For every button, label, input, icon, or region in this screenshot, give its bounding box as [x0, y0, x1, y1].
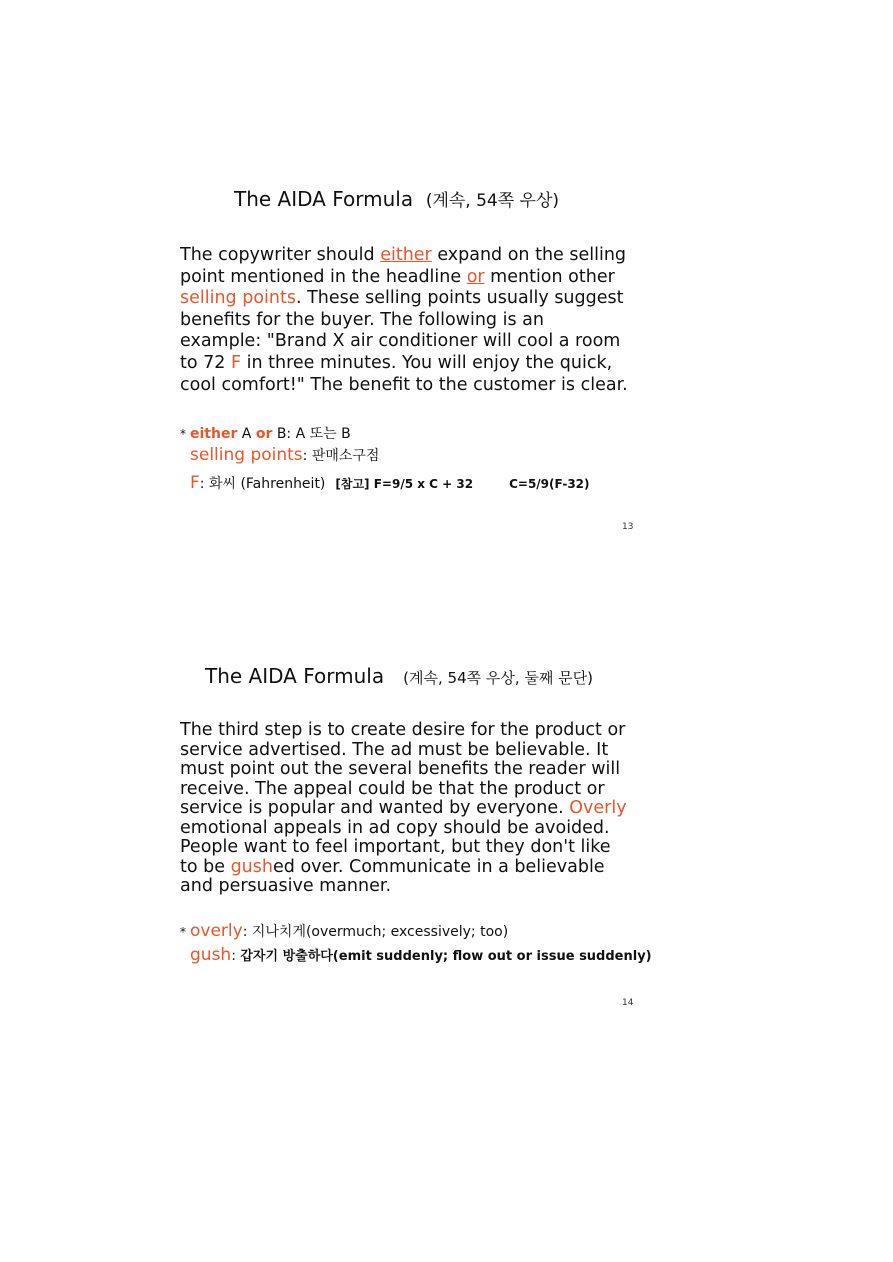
note-def: 갑자기 방출하다(emit suddenly; flow out or issue suddenly) [240, 949, 652, 964]
para-text: expand on the selling point mentioned in the headline [180, 245, 627, 287]
page-number: 13 [622, 522, 634, 532]
note-term: selling points [190, 445, 303, 465]
note-term: or [255, 426, 273, 442]
highlight-either: either [380, 245, 432, 265]
highlight-or: or [466, 266, 485, 287]
highlight-gush: gush [230, 856, 273, 877]
note-overly [180, 921, 508, 941]
para-text: ed over. Communicate in a believable and persuasive manner. [180, 856, 605, 896]
note-selling-points [190, 445, 379, 465]
highlight-selling-points: selling points [180, 288, 296, 309]
body-paragraph [180, 245, 630, 396]
bullet-star: * [180, 427, 186, 441]
highlight-overly: Overly [569, 798, 627, 818]
body-paragraph [180, 721, 630, 897]
highlight-f: F [230, 352, 242, 373]
note-term: either [190, 426, 238, 442]
slide-title [205, 664, 593, 688]
slide-14 [0, 600, 893, 1040]
page-number: 14 [622, 998, 634, 1008]
note-text: B: A 또는 B [272, 426, 351, 442]
note-def: : 지나치게(overmuch; excessively; too) [242, 924, 509, 940]
formula-f: [참고] F=9/5 x C + 32 [335, 477, 474, 491]
para-text: mention other [484, 266, 615, 287]
slide-13 [0, 0, 893, 560]
note-term: overly [190, 921, 243, 941]
para-text: The third step is to create desire for the product or service advertised. The ad must be believable. It must point out the several benefits the reader will receive. The appeal could be that the product or service is popular and wanted by everyone. [180, 720, 626, 818]
note-text: : [231, 948, 241, 964]
note-text: A [237, 426, 256, 442]
note-either [180, 423, 351, 443]
formula-c: C=5/9(F-32) [509, 477, 590, 491]
note-def: : 화씨 (Fahrenheit) [199, 476, 326, 492]
note-gush [190, 945, 652, 965]
title-text: The AIDA Formula [205, 664, 385, 688]
para-text: in three minutes. You will enjoy the quick, cool comfort!" The benefit to the customer is clear. [180, 352, 628, 395]
note-def: : 판매소구점 [302, 448, 380, 464]
bullet-star: * [180, 925, 186, 939]
slide-title [234, 186, 559, 211]
note-f [190, 473, 590, 493]
title-subtext: (계속, 54쪽 우상, 둘째 문단) [403, 669, 593, 687]
para-text: . These selling points usually suggest benefits for the buyer. The following is an example: "Brand X air conditioner will cool a room to 72 [180, 288, 624, 373]
title-text: The AIDA Formula [234, 187, 414, 211]
para-text: The copywriter should [180, 245, 381, 265]
title-subtext: (계속, 54쪽 우상) [425, 191, 560, 211]
note-term: gush [190, 945, 232, 965]
note-term: F [190, 473, 200, 493]
para-text: emotional appeals in ad copy should be avoided. People want to feel important, but they don't like to be [180, 817, 611, 877]
